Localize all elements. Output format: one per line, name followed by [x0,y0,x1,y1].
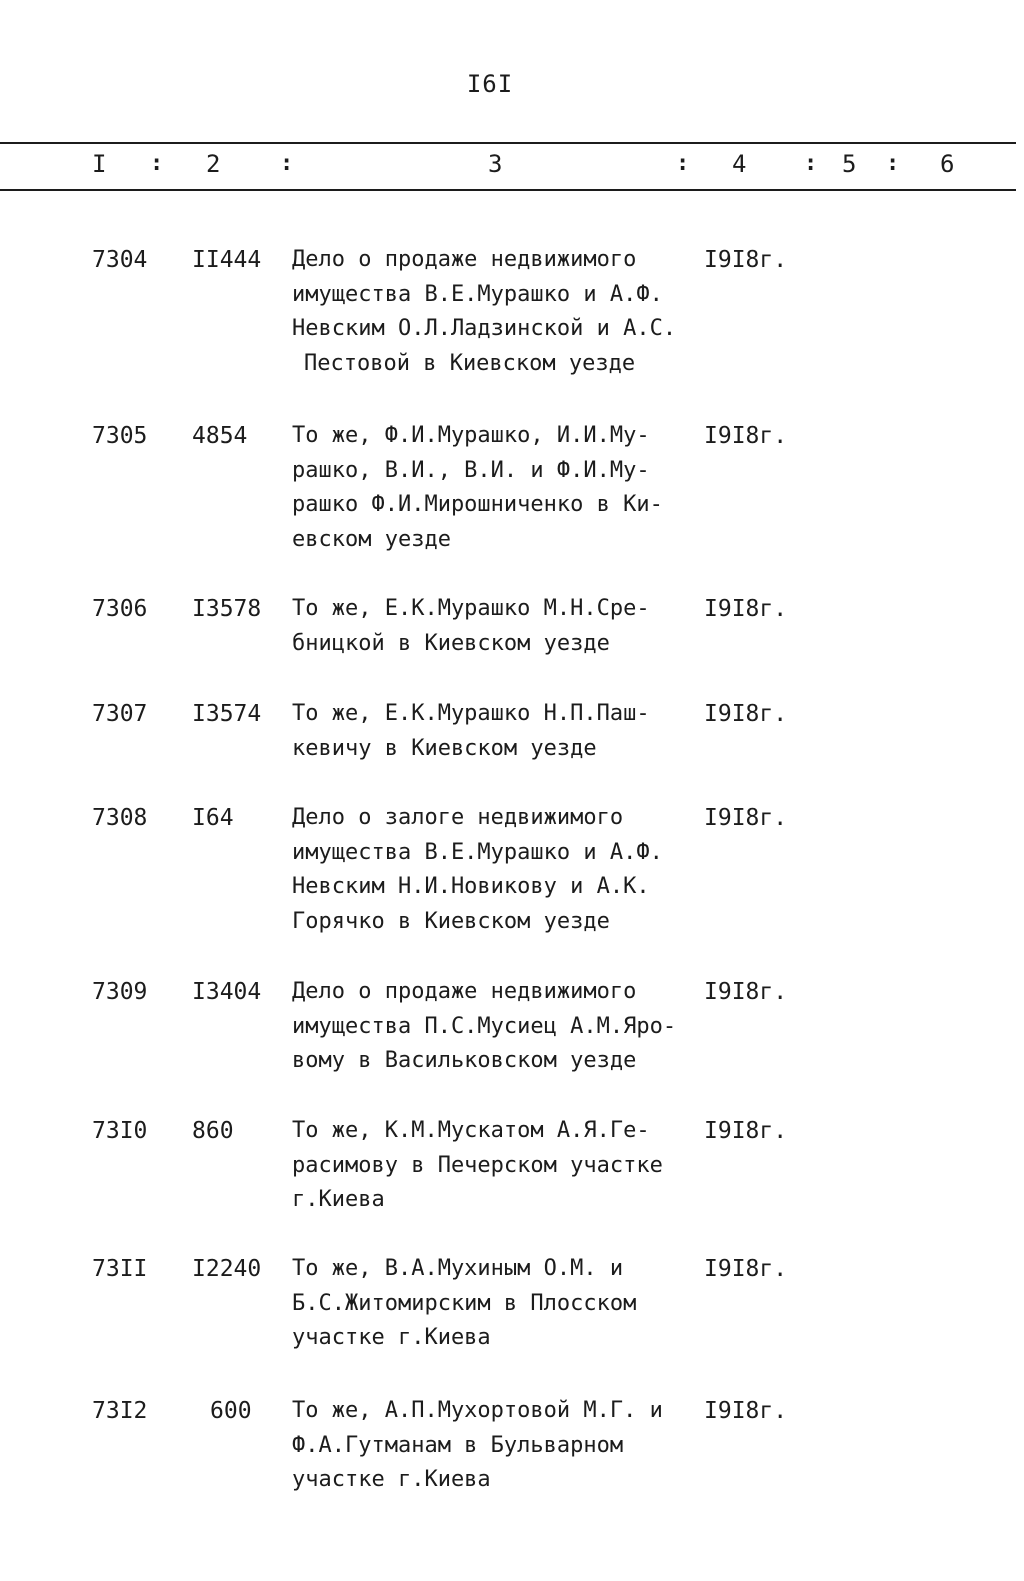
header-bottom-rule [0,189,1016,191]
entry-year: I9I8г. [704,247,788,273]
description-line: участке г.Киева [292,1467,491,1492]
entry-year: I9I8г. [704,423,788,449]
column-separator: : [676,151,690,176]
entry-code: 860 [192,1118,234,1144]
entry-description [292,1252,712,1356]
description-line: имущества В.Е.Мурашко и А.Ф. [292,839,663,865]
entry-year: I9I8г. [704,1256,788,1282]
entry-description [292,975,712,1079]
description-line: То же, В.А.Мухиным О.М. и [292,1256,624,1281]
entry-number: 7309 [92,979,148,1005]
column-header-1: I [92,150,107,178]
entry-description [292,1394,712,1498]
entry-number: 7308 [92,805,148,831]
entry-year: I9I8г. [704,979,788,1005]
entry-number: 7305 [92,423,148,449]
entry-number: 7306 [92,596,148,622]
entry-code: I2240 [192,1256,262,1282]
entry-number: 73II [92,1256,148,1282]
entry-year: I9I8г. [704,1118,788,1144]
entry-description [292,243,712,381]
column-header-6: 6 [940,150,955,178]
page-number: I6I [466,70,514,98]
description-line: расимову в Печерском участке [292,1152,663,1178]
column-separator: : [150,151,164,176]
entry-year: I9I8г. [704,805,788,831]
entry-code: 600 [210,1398,252,1424]
entry-number: 73I0 [92,1118,148,1144]
description-line: То же, К.М.Мускатом А.Я.Ге- [292,1118,650,1143]
description-line: Дело о продаже недвижимого [292,979,637,1004]
entry-number: 7307 [92,701,148,727]
description-line: г.Киева [292,1187,385,1212]
entry-code: I64 [192,805,234,831]
description-line: Дело о продаже недвижимого [292,247,637,272]
column-header-2: 2 [206,150,221,178]
entry-year: I9I8г. [704,701,788,727]
description-line: Горячко в Киевском уезде [292,908,610,934]
entry-year: I9I8г. [704,596,788,622]
entry-number: 73I2 [92,1398,148,1424]
description-line: Невским Н.И.Новикову и А.К. [292,874,650,899]
description-line: То же, Е.К.Мурашко М.Н.Сре- [292,596,650,621]
entry-description [292,801,712,939]
column-separator: : [804,151,818,176]
description-line: рашко Ф.И.Мирошниченко в Ки- [292,492,663,517]
entry-code: 4854 [192,423,248,449]
description-line: рашко, В.И., В.И. и Ф.И.Му- [292,457,650,483]
entry-code: I3404 [192,979,262,1005]
description-line: Ф.А.Гутманам в Бульварном [292,1432,624,1458]
description-line: Невским О.Л.Ладзинской и А.С. [292,316,677,341]
entry-code: I3574 [192,701,262,727]
description-line: евском уезде [292,526,451,552]
description-line: Дело о залоге недвижимого [292,805,624,830]
entry-year: I9I8г. [704,1398,788,1424]
entry-description [292,592,712,661]
header-top-rule [0,142,1016,144]
description-line: имущества П.С.Мусиец А.М.Яро- [292,1013,677,1039]
entry-description [292,1114,712,1218]
description-line: участке г.Киева [292,1325,491,1350]
entry-code: I3578 [192,596,262,622]
description-line: имущества В.Е.Мурашко и А.Ф. [292,281,663,307]
description-line: То же, Е.К.Мурашко Н.П.Паш- [292,701,650,726]
entry-description [292,419,712,557]
description-line: То же, Ф.И.Мурашко, И.И.Му- [292,423,650,448]
entry-number: 7304 [92,247,148,273]
column-header-3: 3 [488,150,503,178]
description-line: То же, А.П.Мухортовой М.Г. и [292,1398,663,1423]
description-line: Б.С.Житомирским в Плосском [292,1290,637,1316]
entry-description [292,697,712,766]
column-separator: : [886,151,900,176]
description-line: вому в Васильковском уезде [292,1048,637,1073]
description-line: Пестовой в Киевском уезде [304,350,636,376]
column-header-4: 4 [732,150,747,178]
description-line: бницкой в Киевском уезде [292,630,610,656]
column-separator: : [280,151,294,176]
entry-code: II444 [192,247,262,273]
column-header-5: 5 [842,150,857,178]
description-line: кевичу в Киевском уезде [292,735,597,761]
